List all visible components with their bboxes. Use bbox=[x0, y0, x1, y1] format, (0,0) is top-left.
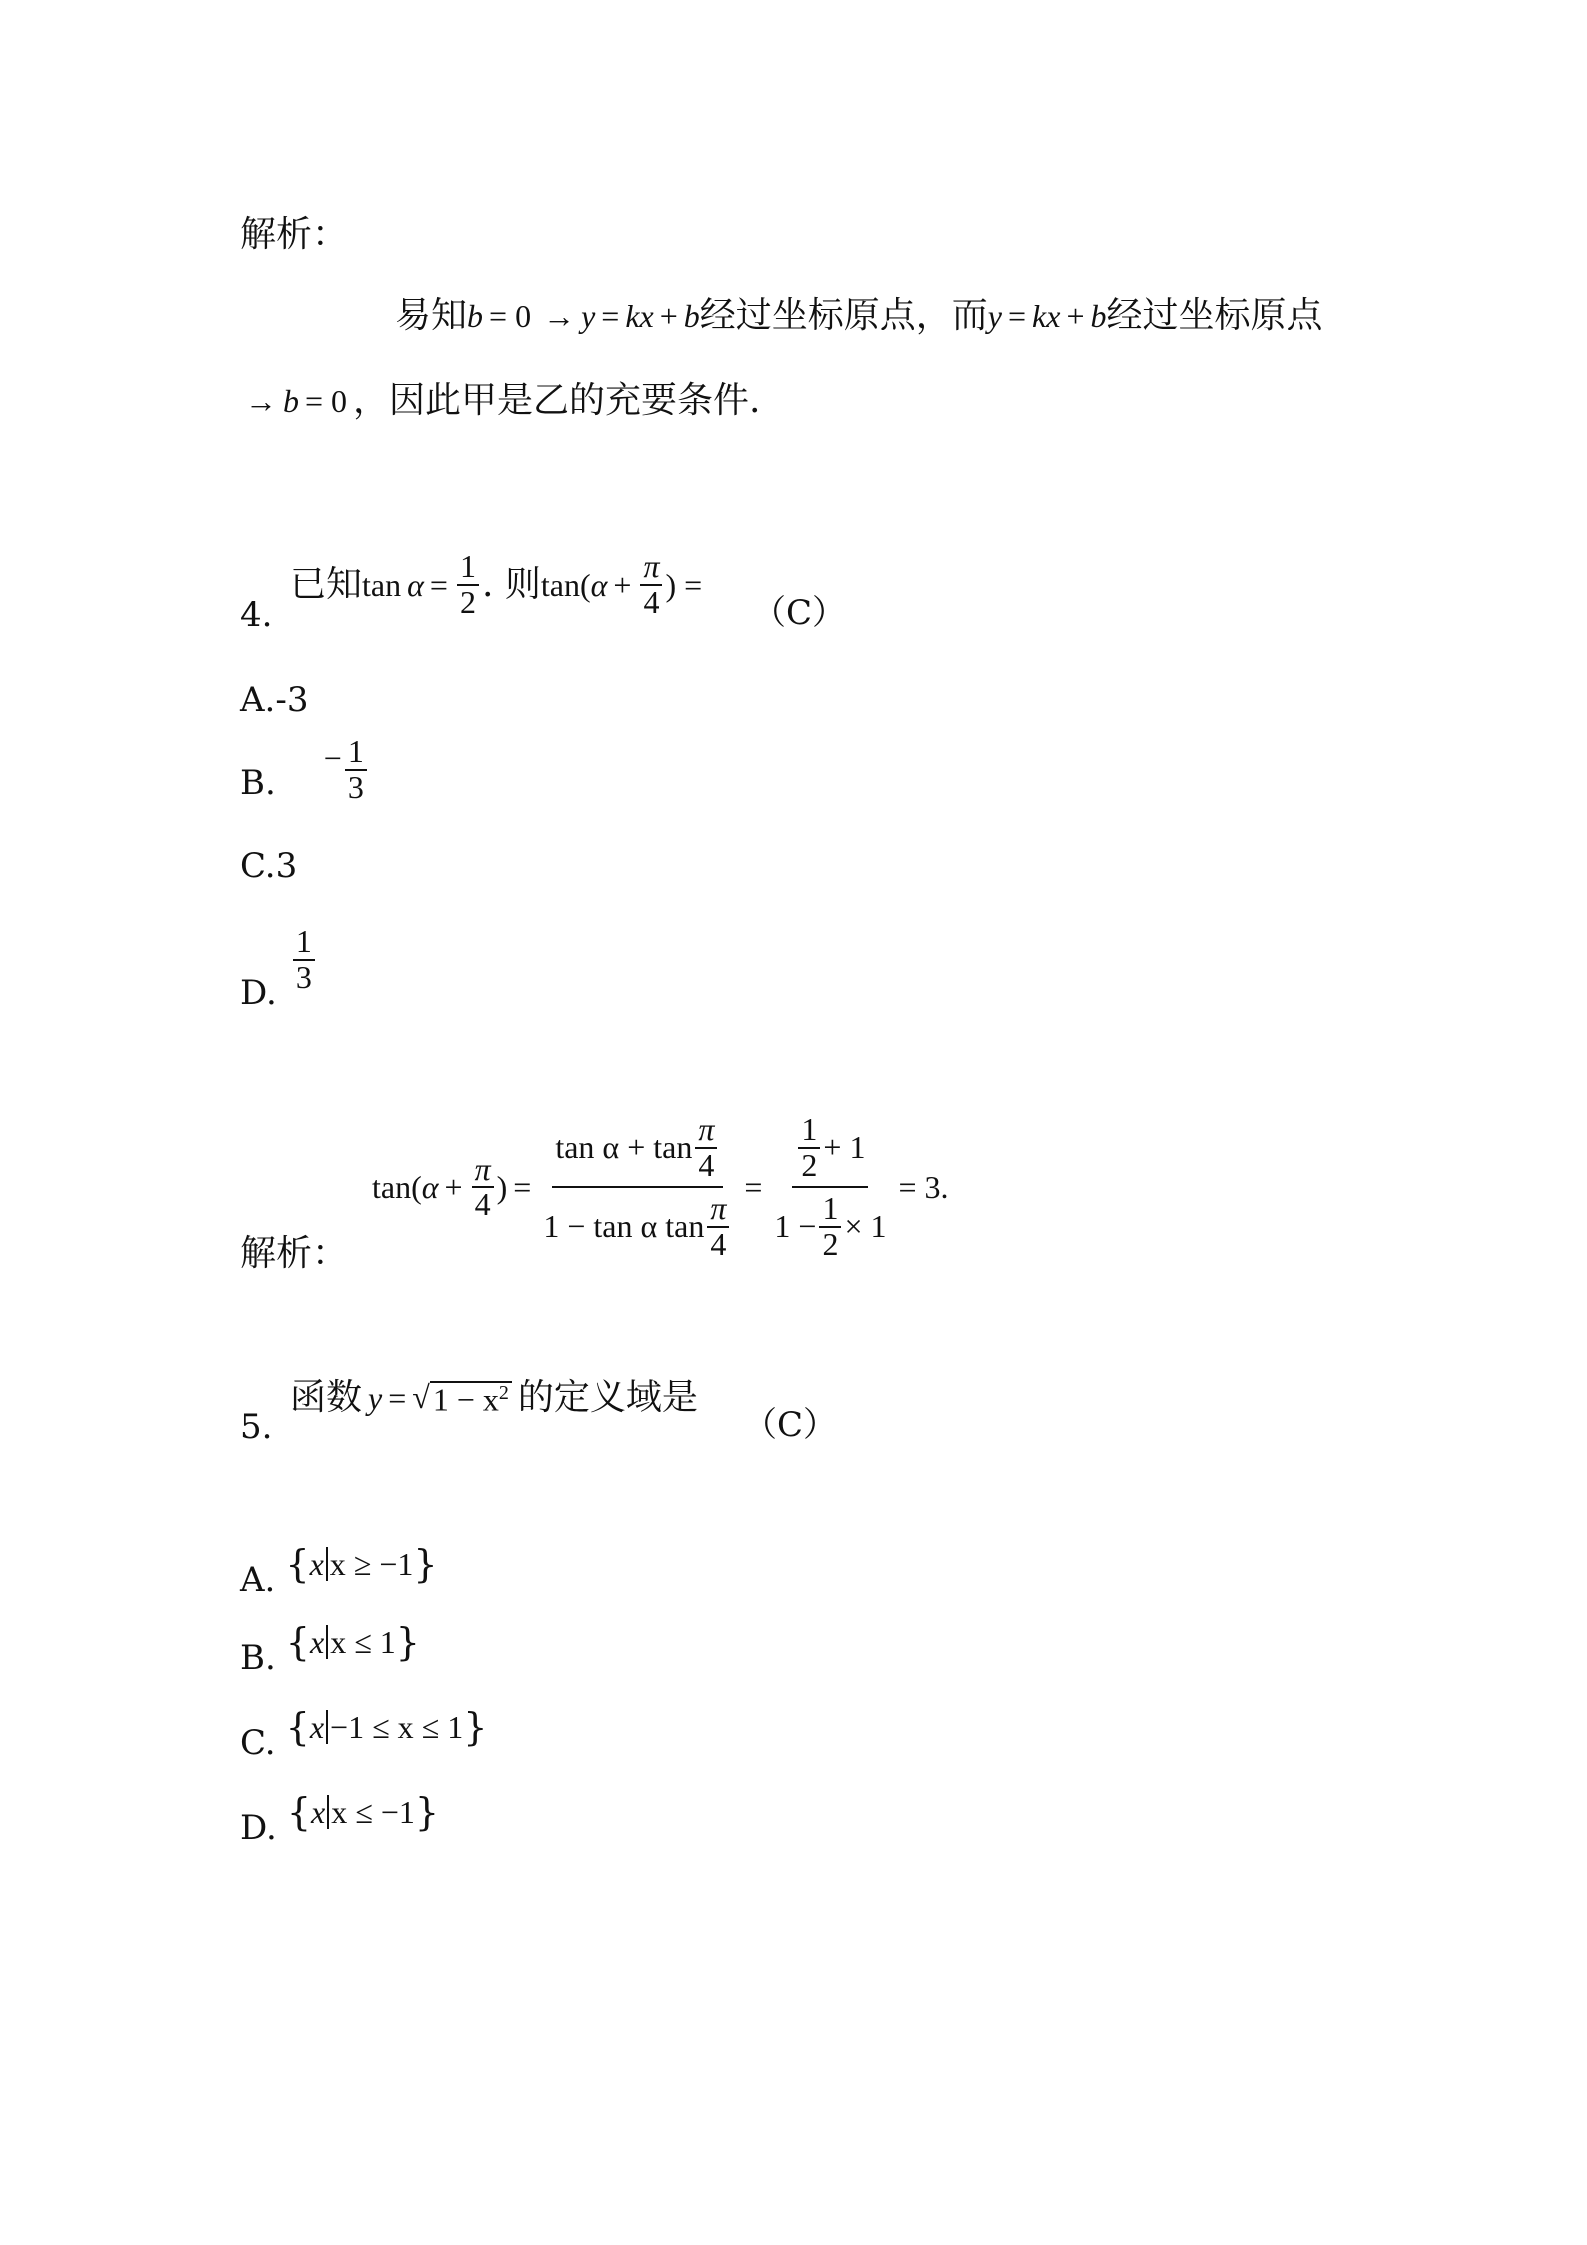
fraction-pi-over-four: $\frac{\pi}{4}$ bbox=[640, 550, 662, 619]
question-5-stem: 函数 y = √ $1 - x^2$ 的定义域是 bbox=[290, 1377, 698, 1418]
q4-option-c: C.3 bbox=[240, 846, 298, 886]
question-4-stem: 已知 tan α = $\frac{1}{2}$ . 则 tan( α + $\frac{\pi}{4}$ ) = bbox=[290, 548, 703, 620]
q5-option-d: D. { x x ≤ −1 } bbox=[240, 1790, 440, 1848]
q4-option-b: B. − $\frac{1}{3}$ bbox=[240, 735, 370, 804]
q5-option-c: C. { x −1 ≤ x ≤ 1 } bbox=[240, 1705, 488, 1763]
arrow-icon: → bbox=[543, 298, 576, 334]
q5-option-a: A. { x x ≥ −1 } bbox=[240, 1542, 438, 1600]
sqrt-expression: √ $1 - x^2$ bbox=[412, 1381, 512, 1416]
fraction-one-half: $\frac{1}{2}$ bbox=[457, 550, 479, 619]
analysis-label-2: 解析： bbox=[240, 1233, 349, 1274]
q4-option-a: A.-3 bbox=[240, 680, 309, 720]
solution-3-prefix: 易知 bbox=[395, 295, 468, 336]
question-4-answer: （C） bbox=[752, 593, 847, 633]
sqrt-icon: √ bbox=[412, 1378, 430, 1415]
arrow-icon: → bbox=[245, 383, 277, 419]
q5-option-b: B. { x x ≤ 1 } bbox=[240, 1620, 420, 1678]
tan-sum-fraction: tan α + tan $\frac{\pi}{4}$ 1 − tan α tan $\frac{\pi}{4}$ bbox=[540, 1113, 735, 1261]
q4-option-d: D. $\frac{1}{3}$ bbox=[240, 925, 318, 1012]
question-5-answer: （C） bbox=[743, 1405, 838, 1445]
solution-3-line-1: 易知b = 0 → y = kx + b经过坐标原点，而y = kx + b经过坐标原点 bbox=[395, 295, 1323, 336]
solution-3-line-2: → b = 0 ，因此甲是乙的充要条件. bbox=[245, 380, 761, 421]
solution-4-equation: tan( α + $\frac{\pi}{4}$ ) = tan α + tan $\frac{\pi}{4}$ 1 − tan α tan $\frac{\pi}{4}$ = $\frac{1}{2}$ + 1 1 − $\frac{1}{2}$ × 1 = 3. bbox=[372, 1111, 949, 1262]
substituted-fraction: $\frac{1}{2}$ + 1 1 − $\frac{1}{2}$ × 1 bbox=[774, 1111, 887, 1262]
question-5-number: 5. bbox=[240, 1407, 273, 1447]
analysis-label: 解析： bbox=[240, 214, 349, 255]
question-4-number: 4. bbox=[240, 595, 273, 635]
